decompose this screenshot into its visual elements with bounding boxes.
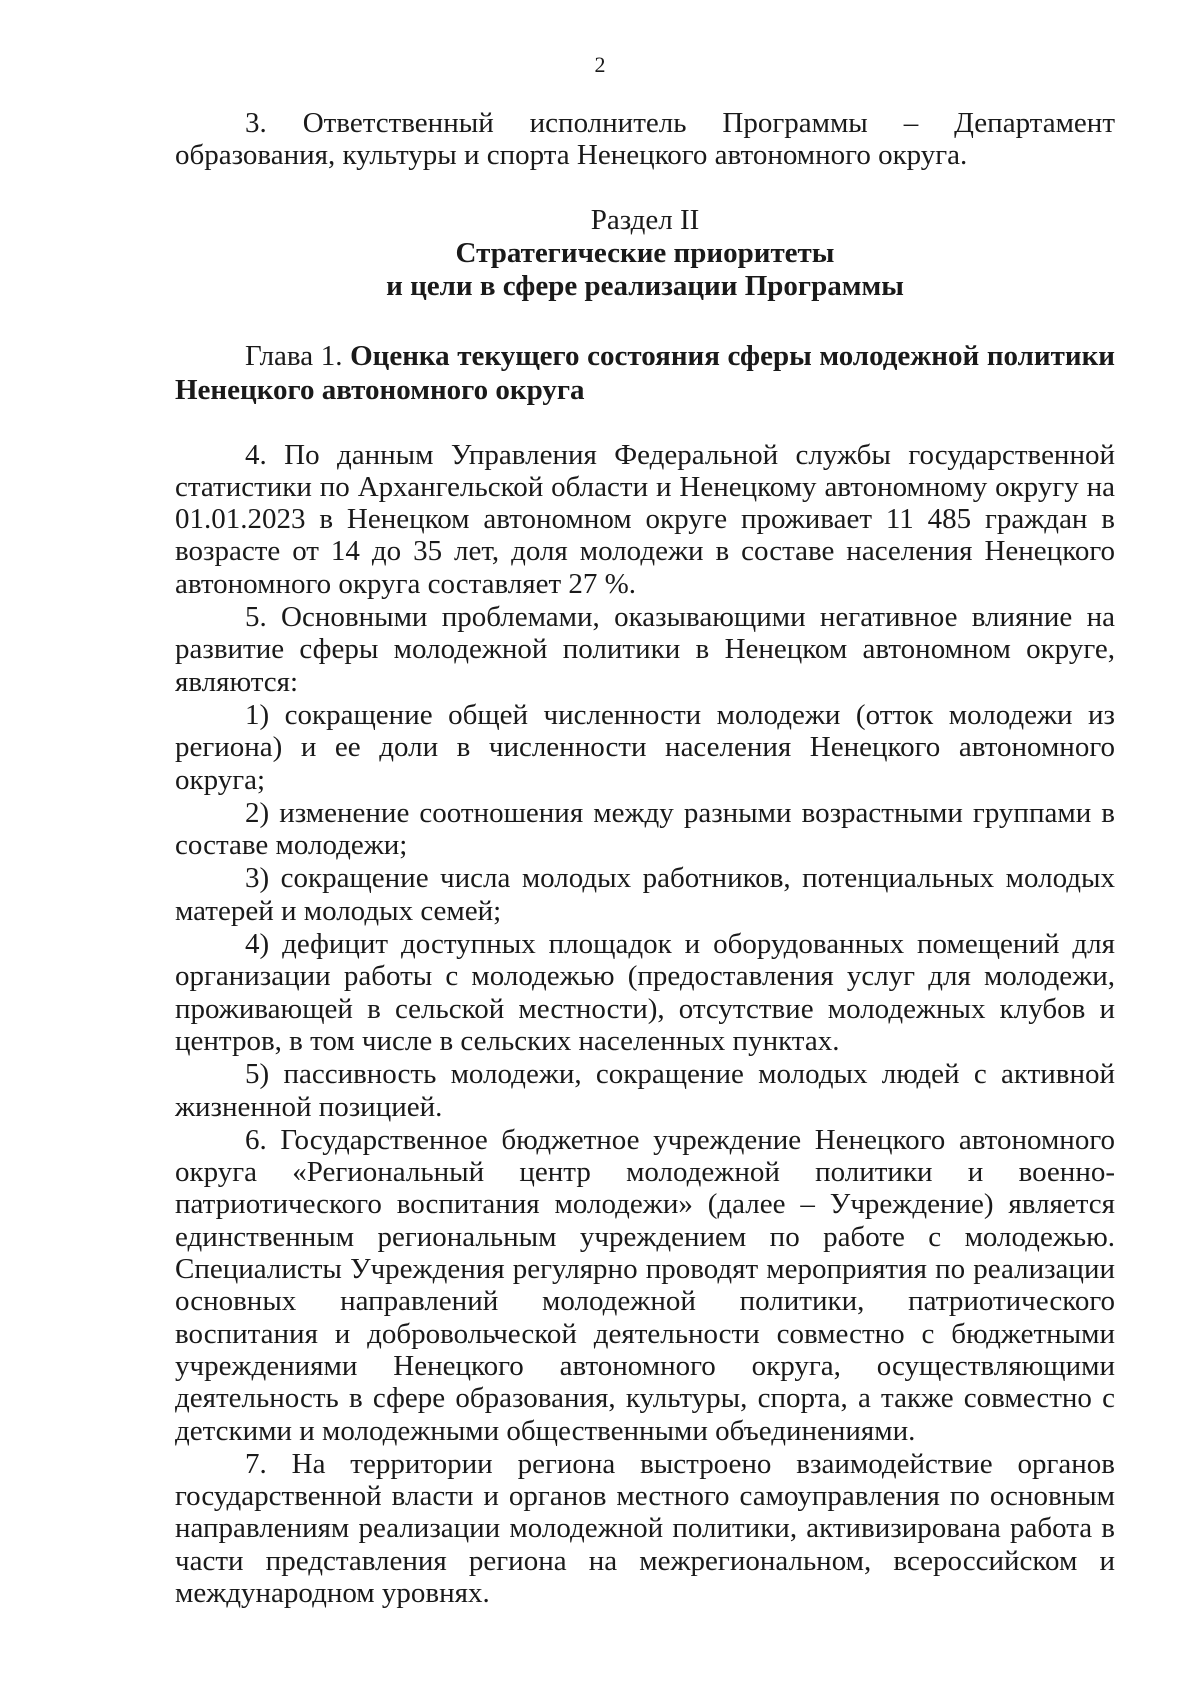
paragraph-4: 4. По данным Управления Федеральной службы государственной статистики по Архангельской области и Ненецкому автономному округу на 01.01.2023 в Ненецком автономном округе проживает 11 485 граждан в возрасте от 14 до 35 лет, доля молодежи в составе населения Ненецкого автономного округа составляет 27 %. [175,438,1115,600]
document-body [175,107,1115,1609]
list-item: 1) сокращение общей численности молодежи (отток молодежи из региона) и ее доли в численности населения Ненецкого автономного округа; [175,698,1115,796]
page-number: 2 [594,52,606,77]
paragraph-6: 6. Государственное бюджетное учреждение Ненецкого автономного округа «Региональный центр молодежной политики и военно-патриотического воспитания молодежи» (далее – Учреждение) является единственным региональным учреждением по работе с молодежью. Специалисты Учреждения регулярно проводят мероприятия по реализации основных направлений молодежной политики, патриотического воспитания и добровольческой деятельности совместно с бюджетными учреждениями Ненецкого автономного округа, осуществляющими деятельность в сфере образования, культуры, спорта, а также совместно с детскими и молодежными общественными объединениями. [175,1123,1115,1447]
section-header [175,204,1115,303]
section-title-line-2: и цели в сфере реализации Программы [386,269,904,302]
list-item: 4) дефицит доступных площадок и оборудованных помещений для организации работы с молодежью (предоставления услуг для молодежи, проживающей в сельской местности), отсутствие молодежных клубов и центров, в том числе в сельских населенных пунктах. [175,928,1115,1057]
list-item: 2) изменение соотношения между разными возрастными группами в составе молодежи; [175,796,1115,862]
paragraph-3: 3. Ответственный исполнитель Программы – Департамент образования, культуры и спорта Ненецкого автономного округа. [175,107,1115,172]
list-item: 5) пассивность молодежи, сокращение молодых людей с активной жизненной позицией. [175,1058,1115,1123]
section-title-line-1: Стратегические приоритеты [455,236,835,269]
chapter-title: Оценка текущего состояния сферы молодежной политики Ненецкого автономного округа [175,339,1115,406]
paragraph-7: 7. На территории региона выстроено взаимодействие органов государственной власти и органов местного самоуправления по основным направлениям реализации молодежной политики, активизирована работа в части представления региона на межрегиональном, всероссийском и международном уровнях. [175,1447,1115,1609]
list-item: 3) сокращение числа молодых работников, потенциальных молодых матерей и молодых семей; [175,862,1115,927]
section-label: Раздел II [590,203,700,236]
chapter-heading [175,339,1115,407]
chapter-prefix: Глава 1. [245,339,343,372]
paragraph-5: 5. Основными проблемами, оказывающими негативное влияние на развитие сферы молодежной политики в Ненецком автономном округе, являются: [175,601,1115,698]
